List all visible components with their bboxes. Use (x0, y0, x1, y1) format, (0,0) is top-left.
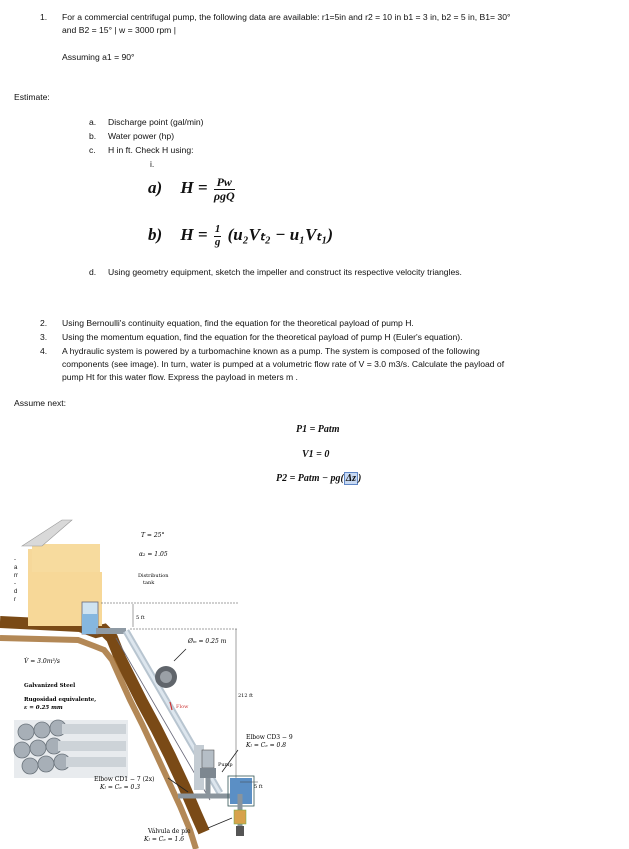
formula-a-numerator: Pw (214, 176, 235, 190)
tank-water (82, 614, 98, 634)
condition-v1: V1 = 0 (302, 449, 330, 460)
q1-line-1: For a commercial centrifugal pump, the following data are available: r1=5in and r2 = 10 in b1 = 3 in, b2 = 5 in, B1= 30° (62, 12, 511, 22)
elbow-cd1-label-2: Kₗ = Cₑ = 0.3 (100, 784, 141, 791)
sub-item-marker: i. (150, 159, 155, 169)
list-item-b-marker: b. (89, 131, 97, 141)
valve-label-1: Válvula de pie (148, 828, 191, 835)
foot-valve-icon (234, 810, 246, 824)
top-5ft-label: 5 ft (136, 615, 145, 621)
list-item-a: Discharge point (gal/min) (108, 117, 204, 127)
pipe-cross-section-inner (160, 671, 172, 683)
formula-a-fraction (214, 176, 235, 202)
formula-b-fraction (214, 224, 222, 248)
condition-p2-suffix: ) (358, 473, 362, 484)
elbow-cd1-label-1: Elbow CD1 − 7 (2x) (94, 776, 155, 783)
building-wall (32, 544, 100, 572)
q2-text: Using Bernoulli's continuity equation, find the equation for the theoretical payload of pump H. (62, 318, 414, 328)
margin-fragments: - a rr - d r (14, 557, 18, 603)
q1-line-2: and B2 = 15° | w = 3000 rpm | (62, 25, 176, 35)
formula-a (148, 176, 237, 202)
formula-b-label: b) (148, 224, 163, 244)
elbow-cd3-label-2: Kₗ = Cₑ = 0.8 (246, 742, 287, 749)
delta-z-highlight: Δz (345, 473, 357, 484)
formula-b-denominator: g (214, 235, 221, 248)
formula-b-numerator: 1 (214, 223, 221, 235)
pipe-stack-shadows (58, 724, 126, 767)
q4-number: 4. (40, 346, 48, 356)
valve-leader (208, 818, 232, 828)
list-item-d: Using geometry equipment, sketch the impeller and construct its respective velocity triangles. (108, 267, 462, 277)
list-item-b: Water power (hp) (108, 131, 175, 141)
material-label: Galvanized Steel (24, 683, 76, 689)
formula-a-lhs: H = (180, 178, 208, 197)
formula-a-label: a) (148, 178, 163, 197)
q2-number: 2. (40, 318, 48, 328)
alpha-label: α₂ = 1.05 (139, 551, 168, 558)
list-item-a-marker: a. (89, 117, 97, 127)
foot-valve-screen-icon (236, 826, 244, 836)
valve-label-2: Kₗ = Cₑ = 1.6 (144, 836, 185, 843)
q3-text: Using the momentum equation, find the equation for the theoretical payload of pump H (Euler's equation). (62, 332, 463, 342)
pump-label: Pump (218, 762, 233, 768)
assume-next-label: Assume next: (14, 398, 67, 408)
diameter-leader (174, 649, 186, 661)
bottom-5ft-label: 5 ft (254, 784, 263, 790)
distribution-tank-label-1: Distribution (138, 573, 169, 579)
tank-outlet-pipe (96, 628, 126, 634)
elbow-cd3-leader (222, 750, 238, 772)
flow-label: Flow (176, 704, 189, 710)
q4-line-3: pump Ht for this water flow. Express the payload in meters m . (62, 372, 298, 382)
estimate-label: Estimate: (14, 92, 50, 102)
roof (22, 520, 72, 546)
pump-motor-icon (202, 750, 214, 768)
diameter-label: Øᵢₙ = 0.25 m (188, 638, 227, 645)
elbow-cd3-label-1: Elbow CD3 − 9 (246, 734, 293, 741)
pump-system-figure (0, 510, 629, 849)
height-label: 212 ft (238, 693, 253, 699)
roughness-label-2: ε = 0.25 mm (24, 705, 63, 711)
pump-body-icon (200, 768, 216, 778)
condition-p2 (276, 473, 361, 484)
list-item-c: H in ft. Check H using: (108, 145, 194, 155)
q4-line-1: A hydraulic system is powered by a turbomachine known as a pump. The system is composed of the following (62, 346, 480, 356)
q3-number: 3. (40, 332, 48, 342)
list-item-d-marker: d. (89, 267, 97, 277)
temperature-label: T = 25° (141, 532, 165, 539)
q1-number: 1. (40, 12, 48, 22)
roughness-label-1: Rugosidad equivalente, (24, 697, 97, 703)
formula-b-rhs: (u₂Vₜ₂ − u₁Vₜ₁) (227, 224, 334, 244)
condition-p1: P1 = Patm (296, 424, 340, 435)
formula-b-lhs: H = (180, 224, 208, 244)
q4-line-2: components (see image). In turn, water is pumped at a volumetric flow rate of V = 3.0 m3/s. Calculate the payload of (62, 359, 505, 369)
condition-p2-prefix: P2 = Patm − pg( (276, 473, 344, 484)
list-item-c-marker: c. (89, 145, 96, 155)
distribution-tank-label-2: tank (143, 580, 155, 586)
flow-rate-label: V̇ = 3.0m³/s (24, 658, 60, 665)
formula-a-denominator: ρgQ (213, 188, 235, 203)
q1-assumption: Assuming a1 = 90° (62, 52, 135, 62)
formula-b (148, 224, 333, 248)
